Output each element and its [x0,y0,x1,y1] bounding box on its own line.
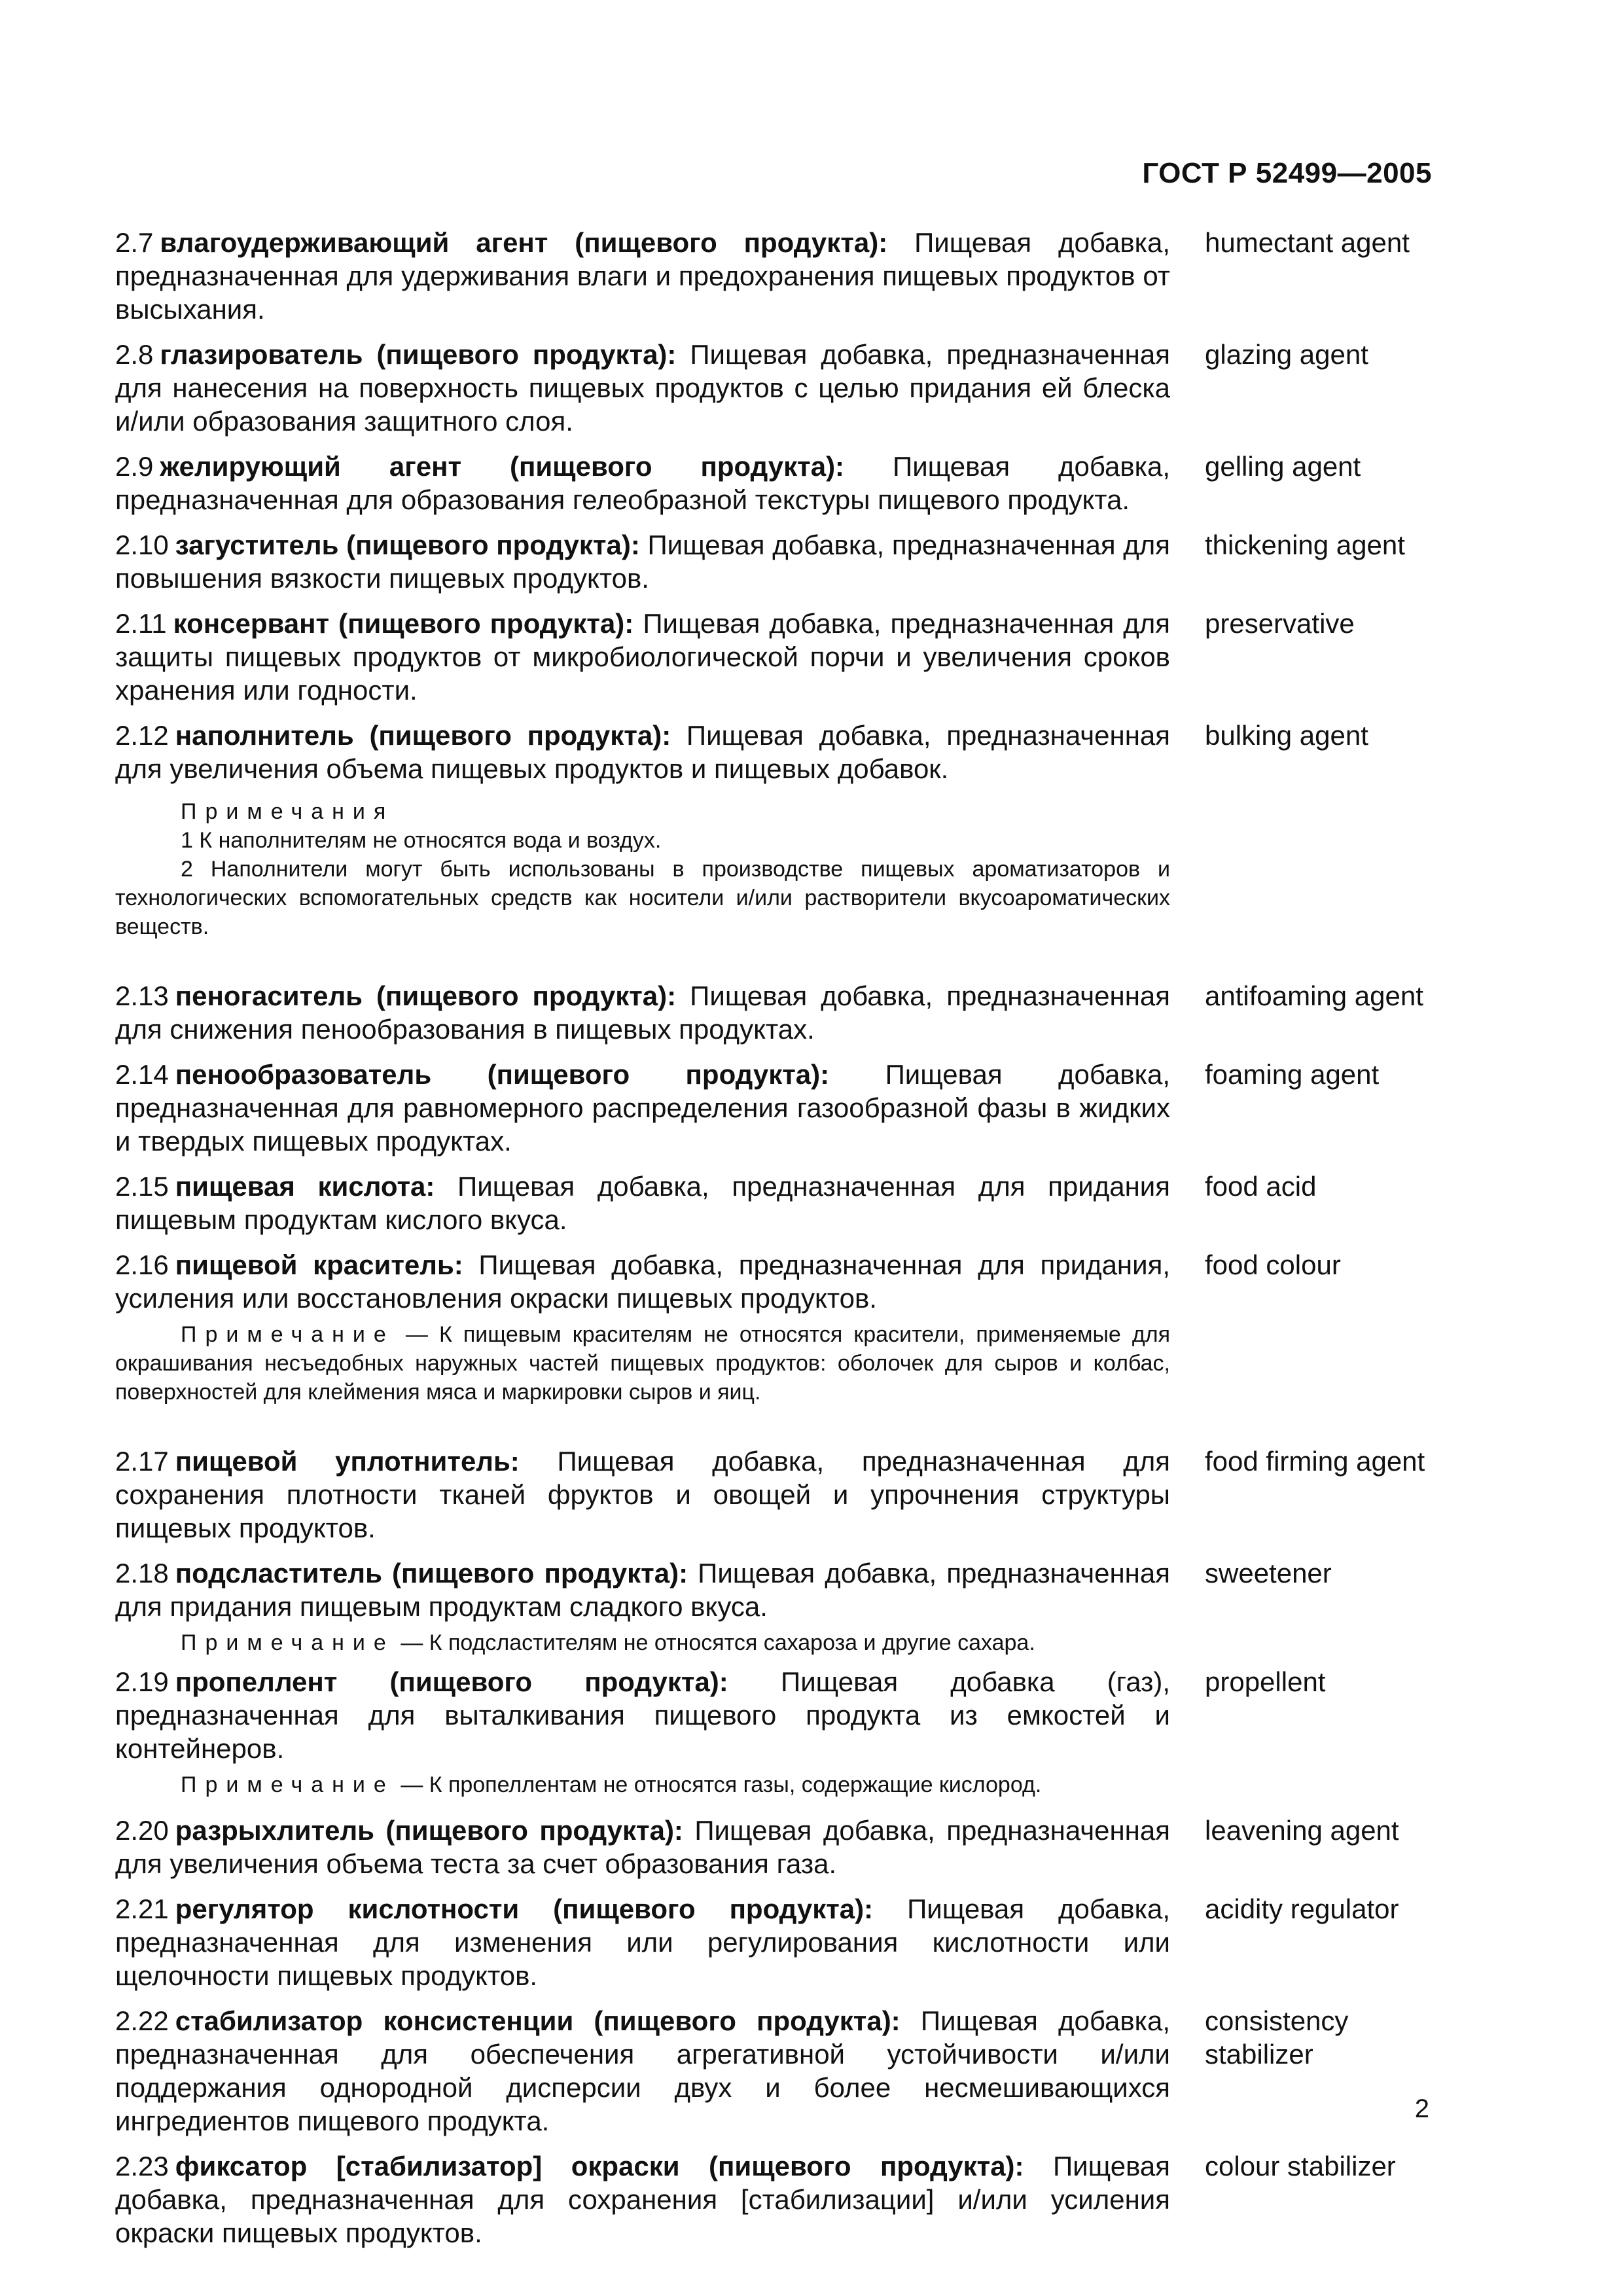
term-definition: Пищевая добавка, предназначенная для удерживания влаги и предохранения пищевых продуктов от высыхания. [115,227,1170,325]
term-entry-2-21 [115,1892,1444,1992]
term-definition: Пищевая добавка, предназначенная для снижения пенообразования в пищевых продуктах. [115,980,1170,1045]
term-name: разрыхлитель (пищевого продукта): [175,1815,683,1846]
term-english: gelling agent [1205,451,1361,482]
term-entry-2-14 [115,1058,1444,1158]
page-number: 2 [1414,2094,1429,2123]
term-name: консервант (пищевого продукта): [173,608,634,639]
term-english: colour stabilizer [1205,2151,1396,2181]
term-english: food colour [1205,1249,1341,1280]
term-english: consistency stabilizer [1205,2005,1349,2070]
term-name: регулятор кислотности (пищевого продукта): [175,1893,874,1924]
term-definition: Пищевая добавка, предназначенная для равномерного распределения газообразной фазы в жидких и твердых пищевых продуктах. [115,1059,1171,1157]
note-heading: Примечание [181,1630,395,1655]
note-text: — К подсластителям не относятся сахароза и другие сахара. [394,1630,1035,1655]
term-name: пищевой уплотнитель: [175,1446,520,1477]
term-entry-2-20 [115,1814,1444,1880]
term-english: bulking agent [1205,720,1368,751]
term-number: 2.12 [115,720,169,751]
term-number: 2.13 [115,980,169,1011]
term-english: glazing agent [1205,339,1368,370]
term-number: 2.21 [115,1893,169,1924]
term-number: 2.7 [115,227,154,258]
term-english: sweetener [1205,1558,1332,1588]
term-name: фиксатор [стабилизатор] окраски (пищевого продукта): [175,2151,1024,2181]
term-number: 2.15 [115,1171,169,1202]
term-name: пищевой краситель: [175,1249,463,1280]
note-text: — К пропеллентам не относятся газы, содержащие кислород. [394,1772,1042,1797]
term-entry-2-7 [115,226,1444,326]
term-name: пеногаситель (пищевого продукта): [175,980,677,1011]
note-item-1: 1 К наполнителям не относятся вода и воздух. [181,828,662,853]
term-english: food firming agent [1205,1446,1425,1477]
term-name: загуститель (пищевого продукта): [175,529,640,560]
term-name: влагоудерживающий агент (пищевого продукта): [160,227,888,258]
term-name: пищевая кислота: [175,1171,435,1202]
note-heading: Примечание [181,1322,395,1347]
term-english: leavening agent [1205,1815,1399,1846]
term-number: 2.16 [115,1249,169,1280]
term-number: 2.8 [115,339,154,370]
term-english: thickening agent [1205,529,1405,560]
term-definition: Пищевая добавка, предназначенная для придания, усиления или восстановления окраски пищевых продуктов. [115,1249,1170,1314]
term-name: желирующий агент (пищевого продукта): [160,451,845,482]
term-entry-2-15 [115,1170,1444,1236]
term-name: пенообразователь (пищевого продукта): [175,1059,830,1090]
term-definition: Пищевая добавка, предназначенная для нанесения на поверхность пищевых продуктов с целью придания ей блеска и/или образования защитного слоя. [115,339,1170,437]
note-2-12 [115,797,1170,941]
term-definition: Пищевая добавка, предназначенная для увеличения объема пищевых продуктов и пищевых добавок. [115,720,1170,784]
term-number: 2.11 [115,608,167,639]
term-number: 2.17 [115,1446,169,1477]
term-definition: Пищевая добавка, предназначенная для защиты пищевых продуктов от микробиологической порчи и увеличения сроков хранения или годности. [115,608,1170,706]
term-definition: Пищевая добавка (газ), предназначенная для выталкивания пищевого продукта из емкостей и контейнеров. [115,1666,1170,1764]
note-heading: Примечание [181,1772,395,1797]
term-english: foaming agent [1205,1059,1380,1090]
term-english: antifoaming agent [1205,980,1423,1011]
term-number: 2.10 [115,529,169,560]
term-definition: Пищевая добавка, предназначенная для придания пищевым продуктам кислого вкуса. [115,1171,1170,1235]
term-number: 2.22 [115,2005,169,2036]
term-definition: Пищевая добавка, предназначенная для придания пищевым продуктам сладкого вкуса. [115,1558,1170,1622]
term-entry-2-16 [115,1248,1444,1315]
note-2-18 [115,1628,1170,1657]
term-number: 2.14 [115,1059,169,1090]
term-entry-2-18 [115,1556,1444,1623]
term-definition: Пищевая добавка, предназначенная для увеличения объема теста за счет образования газа. [115,1815,1170,1879]
term-definition: Пищевая добавка, предназначенная для изменения или регулирования кислотности или щелочности пищевых продуктов. [115,1893,1170,1991]
note-heading: Примечания [181,799,395,824]
term-entry-2-12 [115,719,1444,785]
document-id: ГОСТ Р 52499—2005 [1142,157,1432,189]
term-entry-2-19 [115,1665,1444,1765]
term-definition: Пищевая добавка, предназначенная для сохранения [стабилизации] и/или усиления окраски пищевых продуктов. [115,2151,1171,2248]
term-english: humectant agent [1205,227,1410,258]
note-2-19 [115,1770,1170,1799]
term-entry-2-23 [115,2149,1444,2250]
term-definition: Пищевая добавка, предназначенная для обеспечения агрегативной устойчивости и/или поддержания однородной дисперсии двух и более несмешивающихся ингредиентов пищевого продукта. [115,2005,1171,2136]
term-number: 2.19 [115,1666,169,1697]
term-name: глазирователь (пищевого продукта): [160,339,677,370]
terms-list [115,226,1444,2261]
term-name: подсластитель (пищевого продукта): [175,1558,688,1588]
term-entry-2-22 [115,2004,1444,2138]
term-entry-2-9 [115,450,1444,516]
term-entry-2-13 [115,979,1444,1046]
term-name: наполнитель (пищевого продукта): [175,720,671,751]
term-name: стабилизатор консистенции (пищевого продукта): [175,2005,901,2036]
term-number: 2.18 [115,1558,169,1588]
term-entry-2-17 [115,1444,1444,1545]
term-definition: Пищевая добавка, предназначенная для образования гелеобразной текстуры пищевого продукта. [115,451,1171,515]
note-2-16 [115,1320,1170,1407]
term-english: acidity regulator [1205,1893,1399,1924]
term-number: 2.20 [115,1815,169,1846]
term-name: пропеллент (пищевого продукта): [175,1666,728,1697]
term-english: preservative [1205,608,1355,639]
term-definition: Пищевая добавка, предназначенная для повышения вязкости пищевых продуктов. [115,529,1170,594]
term-english: food acid [1205,1171,1317,1202]
term-definition: Пищевая добавка, предназначенная для сохранения плотности тканей фруктов и овощей и упрочнения структуры пищевых продуктов. [115,1446,1170,1543]
term-english: propellent [1205,1666,1326,1697]
term-number: 2.23 [115,2151,169,2181]
term-number: 2.9 [115,451,154,482]
term-entry-2-8 [115,338,1444,438]
term-entry-2-10 [115,528,1444,595]
note-item-2: 2 Наполнители могут быть использованы в производстве пищевых ароматизаторов и технологических вспомогательных средств как носители и/или растворители вкусоароматических веществ. [115,857,1170,939]
term-entry-2-11 [115,607,1444,707]
note-text: — К пищевым красителям не относятся красители, применяемые для окрашивания несъедобных наружных частей пищевых продуктов: оболочек для сыров и колбас, поверхностей для клеймения мяса и маркировки сыров и яиц. [115,1322,1170,1405]
